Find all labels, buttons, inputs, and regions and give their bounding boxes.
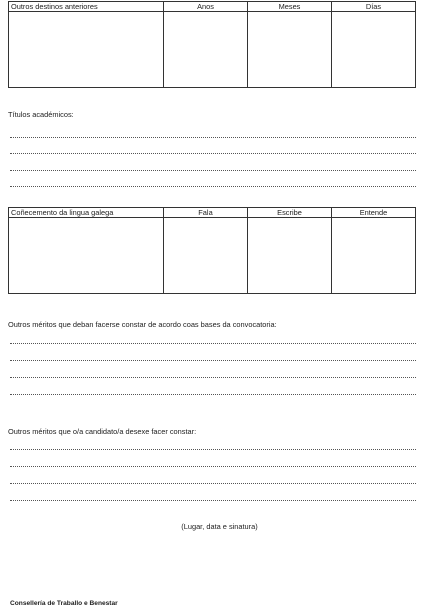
column-header-language-knowledge: Coñecemento da lingua galega	[9, 208, 164, 218]
days-cell[interactable]	[332, 12, 416, 88]
column-header-destinations: Outros destinos anteriores	[9, 2, 164, 12]
galician-language-table	[8, 207, 416, 294]
speaks-cell[interactable]	[164, 218, 248, 294]
column-header-days: Días	[332, 2, 416, 12]
academic-titles-line[interactable]	[10, 186, 416, 187]
column-header-years: Anos	[164, 2, 248, 12]
merits-candidate-line[interactable]	[10, 466, 416, 467]
footer-department: Consellería de Traballo e Benestar	[10, 600, 118, 607]
merits-bases-line[interactable]	[10, 343, 416, 344]
merits-bases-line[interactable]	[10, 360, 416, 361]
table-row	[9, 218, 416, 294]
language-knowledge-cell[interactable]	[9, 218, 164, 294]
academic-titles-line[interactable]	[10, 153, 416, 154]
column-header-speaks: Fala	[164, 208, 248, 218]
column-header-writes: Escribe	[248, 208, 332, 218]
signature-note: (Lugar, data e sinatura)	[181, 522, 258, 531]
table-header-row	[9, 208, 416, 218]
writes-cell[interactable]	[248, 218, 332, 294]
years-cell[interactable]	[164, 12, 248, 88]
academic-titles-label: Títulos académicos:	[8, 110, 74, 119]
merits-candidate-line[interactable]	[10, 483, 416, 484]
merits-candidate-line[interactable]	[10, 449, 416, 450]
academic-titles-line[interactable]	[10, 170, 416, 171]
column-header-understands: Entende	[332, 208, 416, 218]
table-row	[9, 12, 416, 88]
destinations-cell[interactable]	[9, 12, 164, 88]
academic-titles-line[interactable]	[10, 137, 416, 138]
previous-destinations-table	[8, 1, 416, 88]
table-header-row	[9, 2, 416, 12]
understands-cell[interactable]	[332, 218, 416, 294]
column-header-months: Meses	[248, 2, 332, 12]
merits-candidate-label: Outros méritos que o/a candidato/a desexe facer constar:	[8, 427, 197, 436]
months-cell[interactable]	[248, 12, 332, 88]
merits-candidate-line[interactable]	[10, 500, 416, 501]
merits-bases-line[interactable]	[10, 394, 416, 395]
merits-bases-label: Outros méritos que deban facerse constar de acordo coas bases da convocatoria:	[8, 320, 277, 329]
merits-bases-line[interactable]	[10, 377, 416, 378]
